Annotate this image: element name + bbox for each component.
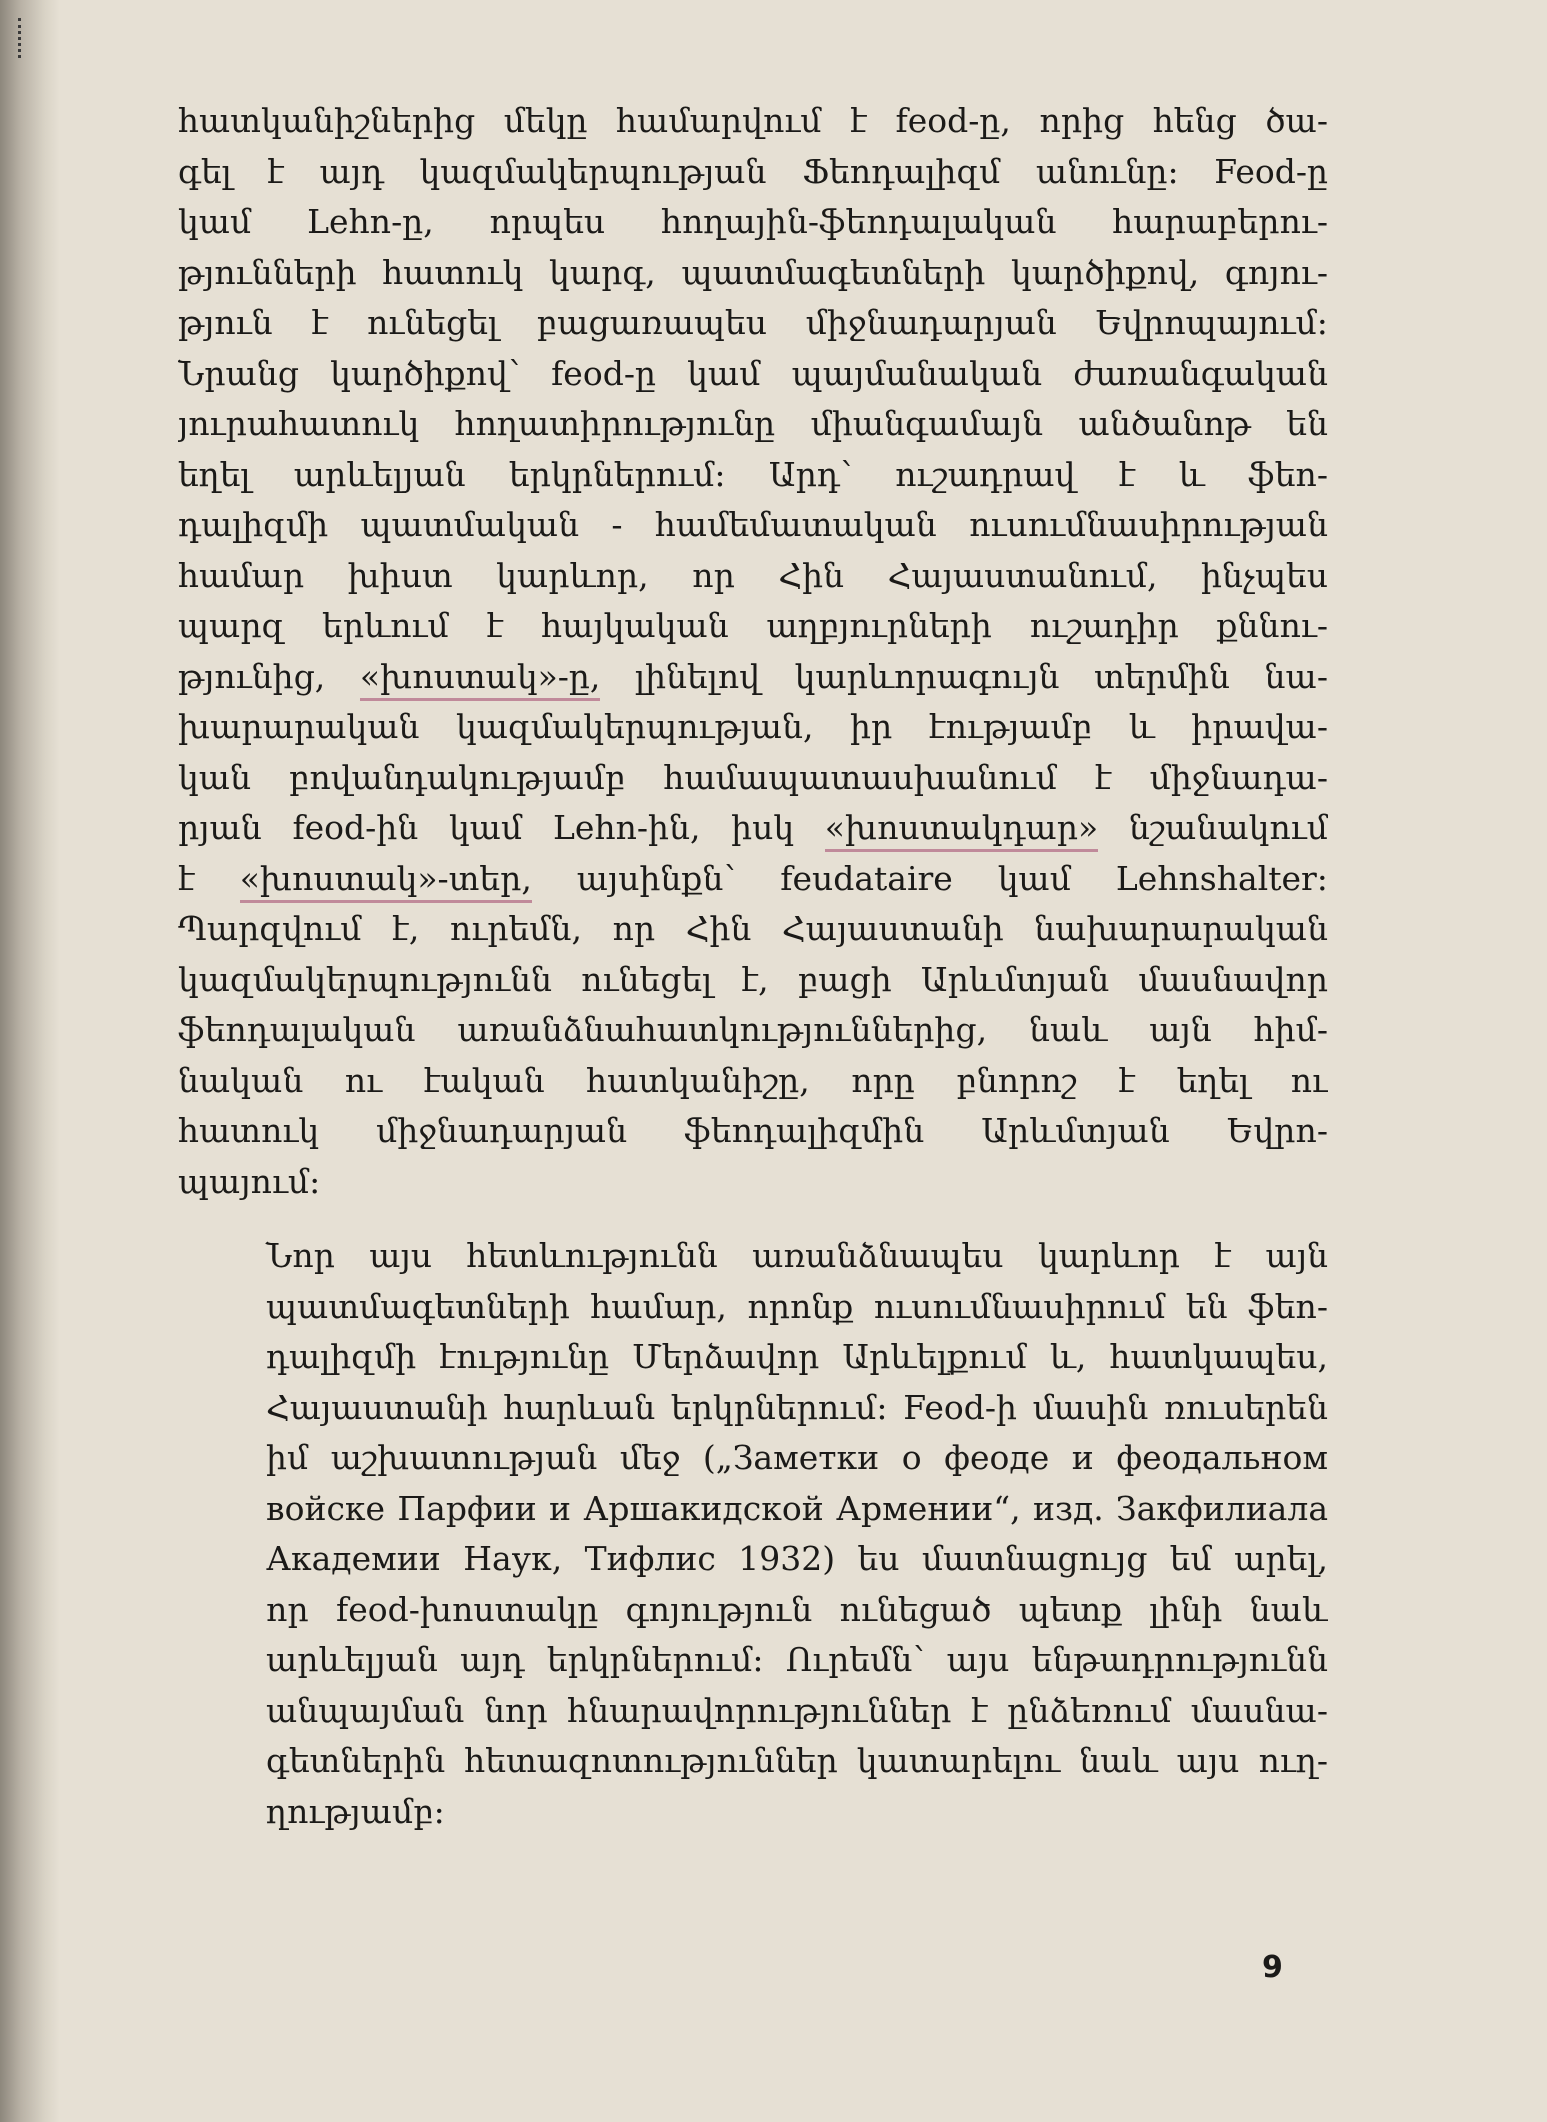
text-line: թյունների հատուկ կարգ, պատմագետների կարծիքով, գոյու- [178,252,1328,292]
text-line: հատկանիշներից մեկը համարվում է feod-ը, որից հենց ծա- [178,101,1328,140]
text-line: անպայման նոր հնարավորություններ է ընձեռում մասնա- [266,1690,1328,1730]
text-line: թյունից, «խոստակ»-ը, լինելով կարևորագույն տերմին նա- [178,652,1328,703]
text-line: դալիզմի էությունը Մերձավոր Արևելքում և, հատկապես, [266,1337,1328,1376]
text-line: հատուկ միջնադարյան ֆեոդալիզմին Արևմտյան Եվրո- [178,1111,1328,1150]
text-line: րյան feod-ին կամ Lehn-ին, իսկ «խոստակդար» նշանակում [178,803,1328,854]
text-line: կամ Lehn-ը, որպես հողային-ֆեոդալական հարաբերու- [178,202,1328,241]
underlined-term: «խոստակդար» [825,808,1098,852]
underlined-term: «խոստակ»-տեր, [240,859,532,903]
text-line: յուրահատուկ հողատիրությունը միանգամայն անծանոթ են [178,404,1328,443]
text-line: գետներին հետազոտություններ կատարելու նաև այս ուղ- [266,1741,1328,1780]
text-line: համար խիստ կարևոր, որ Հին Հայաստանում, ինչպես [178,555,1328,595]
text-line: խարարական կազմակերպության, իր էությամբ և իրավա- [178,707,1328,746]
binding-marks [18,18,27,58]
text-line: կան բովանդակությամբ համապատասխանում է միջնադա- [178,757,1328,797]
underlined-term: «խոստակ»-ը, [360,657,600,701]
text-line: եղել արևելյան երկրներում։ Արդ՝ ուշադրավ է և ֆեո- [178,454,1328,494]
text-line: Պարզվում է, ուրեմն, որ Հին Հայաստանի նախարարական [178,909,1328,948]
text-line: ղությամբ։ [266,1791,445,1831]
text-line: ֆեոդալական առանձնահատկություններից, նաև այն հիմ- [178,1010,1328,1049]
page-number: 9 [1262,1950,1283,1985]
paragraph-2 [178,1231,1328,1837]
text-line: դալիզմի պատմական - համեմատական ուսումնասիրության [178,505,1328,544]
text-line: պատմագետների համար, որոնք ուսումնասիրում են ֆեո- [266,1286,1328,1326]
text-line: նական ու էական հատկանիշը, որը բնորոշ է եղել ու [178,1060,1328,1100]
text-line: Հայաստանի հարևան երկրներում։ Feod-ի մասին ռուսերեն [266,1387,1328,1427]
text-line: թյուն է ունեցել բացառապես միջնադարյան Եվրոպայում։ [178,303,1328,342]
text-line: Նրանց կարծիքով՝ feod-ը կամ պայմանական ժառանգական [178,353,1328,393]
body-text [178,96,1328,1837]
text-line: պայում։ [178,1161,321,1201]
text-line: պարզ երևում է հայկական աղբյուրների ուշադիր քննու- [178,606,1328,645]
text-line: войске Парфии и Аршакидской Армении“, изд. Закфилиала [266,1488,1328,1528]
text-line: գել է այդ կազմակերպության Ֆեոդալիզմ անունը։ Feod-ը [178,151,1328,191]
text-line: իմ աշխատության մեջ („Заметки о феоде и феодальном [266,1438,1328,1477]
book-gutter [0,0,60,2122]
text-line: Նոր այս հետևությունն առանձնապես կարևոր է այն [266,1236,1328,1275]
text-line: կազմակերպությունն ունեցել է, բացի Արևմտյան մասնավոր [178,959,1328,999]
text-line: է «խոստակ»-տեր, այսինքն՝ feudataire կամ Lehnshalter։ [178,854,1328,905]
text-line: Академии Наук, Тифлис 1932) ես մատնացույց եմ արել, [266,1539,1328,1578]
text-line: արևելյան այդ երկրներում։ Ուրեմն՝ այս ենթադրությունն [266,1640,1328,1679]
text-line: որ feod-խոստակը գոյություն ունեցած պետք լինի նաև [266,1589,1328,1629]
paragraph-1 [178,96,1328,1207]
